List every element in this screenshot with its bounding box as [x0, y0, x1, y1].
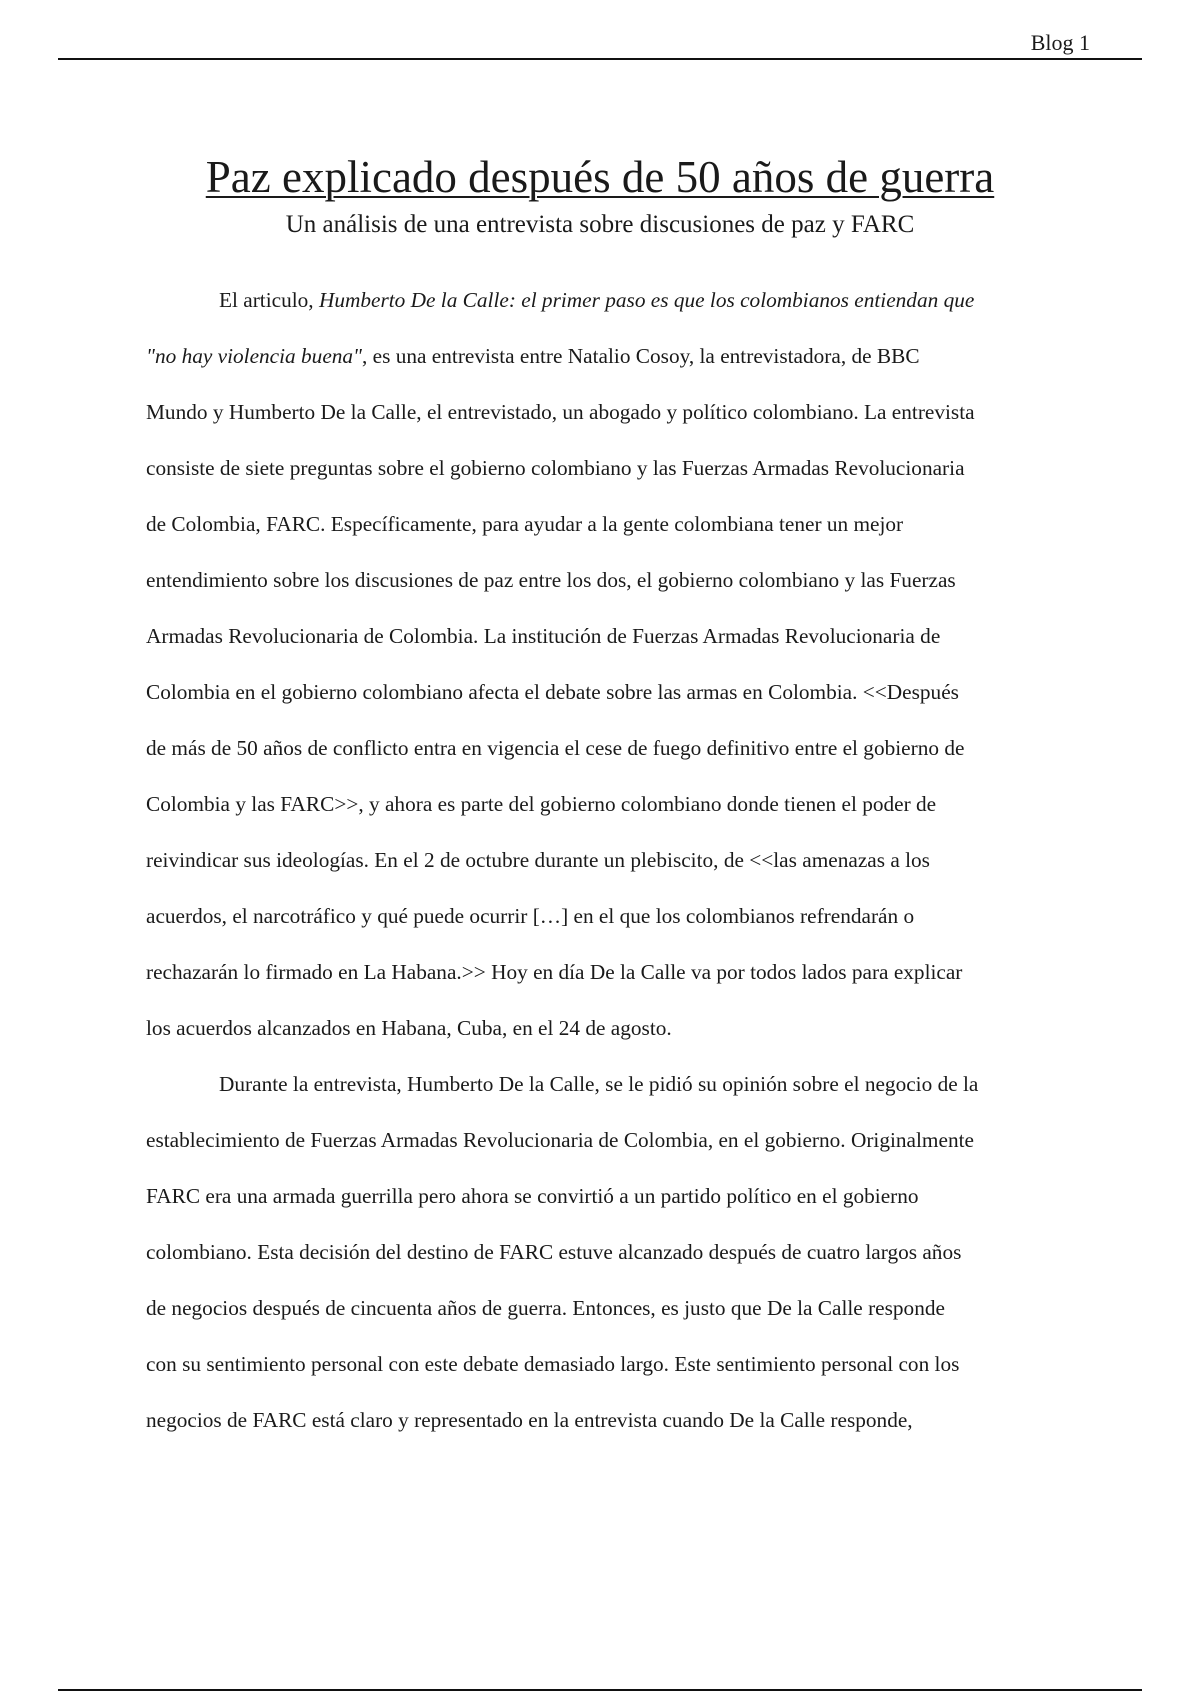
- page-footer-rule: [58, 1689, 1142, 1691]
- text-line: colombiano. Esta decisión del destino de FARC estuve alcanzado después de cuatro largos años: [146, 1240, 962, 1264]
- text-line: FARC era una armada guerrilla pero ahora se convirtió a un partido político en el gobierno: [146, 1184, 919, 1208]
- text-run: El articulo,: [219, 288, 319, 312]
- document-body: [146, 272, 1086, 1448]
- text-line: de negocios después de cincuenta años de guerra. Entonces, es justo que De la Calle responde: [146, 1296, 945, 1320]
- text-line: los acuerdos alcanzados en Habana, Cuba, en el 24 de agosto.: [146, 1016, 672, 1040]
- text-line: reivindicar sus ideologías. En el 2 de octubre durante un plebiscito, de <<las amenazas a los: [146, 848, 930, 872]
- text-line: consiste de siete preguntas sobre el gobierno colombiano y las Fuerzas Armadas Revolucionaria: [146, 456, 965, 480]
- article-title-italic: "no hay violencia buena": [146, 344, 363, 368]
- article-title-italic: Humberto De la Calle: el primer paso es que los colombianos entiendan que: [318, 288, 975, 312]
- text-line: Colombia y las FARC>>, y ahora es parte del gobierno colombiano donde tienen el poder de: [146, 792, 937, 816]
- text-line: negocios de FARC está claro y representado en la entrevista cuando De la Calle responde,: [146, 1408, 913, 1432]
- text-line: acuerdos, el narcotráfico y qué puede ocurrir […] en el que los colombianos refrendarán o: [146, 904, 915, 928]
- text-line: Armadas Revolucionaria de Colombia. La institución de Fuerzas Armadas Revolucionaria de: [146, 624, 941, 648]
- text-line: rechazarán lo firmado en La Habana.>> Hoy en día De la Calle va por todos lados para explicar: [146, 960, 963, 984]
- page-header: [58, 0, 1142, 60]
- text-line: Colombia en el gobierno colombiano afecta el debate sobre las armas en Colombia. <<Después: [146, 680, 959, 704]
- text-line: Durante la entrevista, Humberto De la Calle, se le pidió su opinión sobre el negocio de la: [219, 1072, 979, 1096]
- paragraph-2: [146, 1056, 1086, 1448]
- text-line: establecimiento de Fuerzas Armadas Revolucionaria de Colombia, en el gobierno. Originalmente: [146, 1128, 974, 1152]
- text-line: entendimiento sobre los discusiones de paz entre los dos, el gobierno colombiano y las Fuerzas: [146, 568, 956, 592]
- text-run: , es una entrevista entre Natalio Cosoy, la entrevistadora, de BBC: [362, 344, 920, 368]
- document-title: Paz explicado después de 50 años de guerra: [205, 152, 995, 202]
- text-line: de Colombia, FARC. Específicamente, para ayudar a la gente colombiana tener un mejor: [146, 512, 904, 536]
- text-line: de más de 50 años de conflicto entra en vigencia el cese de fuego definitivo entre el gobierno de: [146, 736, 965, 760]
- text-line: [146, 328, 1086, 384]
- text-line: Mundo y Humberto De la Calle, el entrevistado, un abogado y político colombiano. La entrevista: [146, 400, 975, 424]
- text-line: [146, 272, 1086, 328]
- document-subtitle: Un análisis de una entrevista sobre discusiones de paz y FARC: [285, 211, 915, 238]
- title-block: [0, 150, 1200, 240]
- header-label: Blog 1: [1030, 30, 1090, 55]
- paragraph-1: [146, 272, 1086, 1056]
- text-line: con su sentimiento personal con este debate demasiado largo. Este sentimiento personal con los: [146, 1352, 960, 1376]
